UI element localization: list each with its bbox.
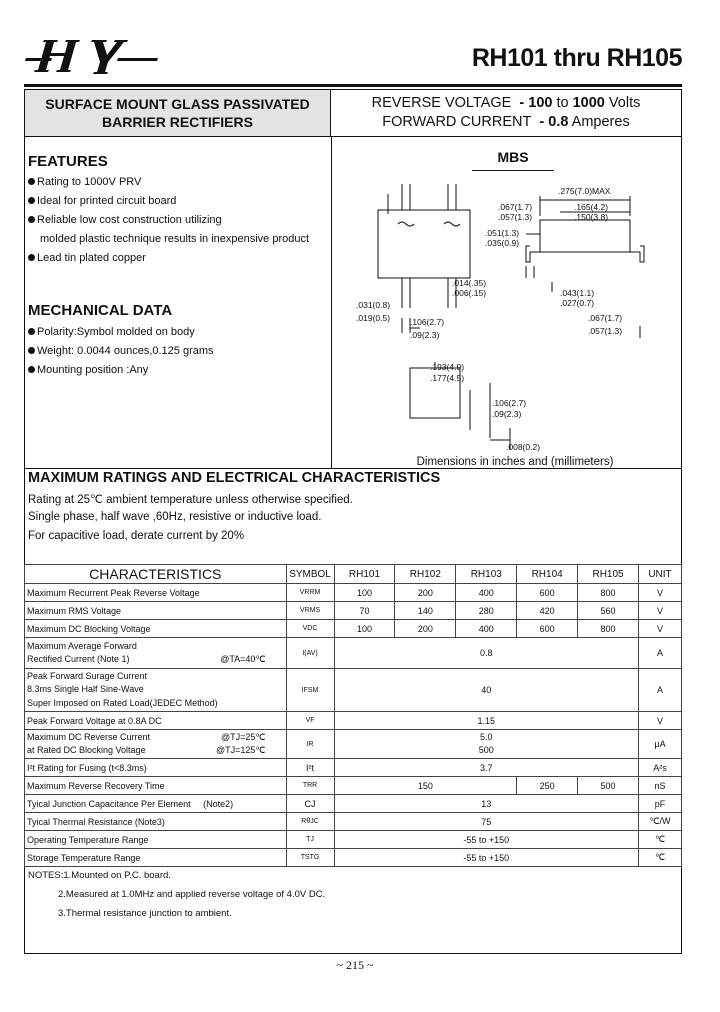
row-symbol: TRR — [286, 777, 334, 795]
package-label: MBS — [497, 149, 529, 165]
row-symbol: TJ — [286, 831, 334, 849]
cell-value: 600 — [517, 584, 578, 602]
ratings-title: MAXIMUM RATINGS AND ELECTRICAL CHARACTERISTICS — [28, 470, 441, 486]
feature-item: Rating to 1000V PRV — [28, 173, 309, 192]
col-characteristics: CHARACTERISTICS — [25, 565, 287, 584]
cell-value: 200 — [395, 584, 456, 602]
svg-text:.165(4.2): .165(4.2) — [574, 202, 609, 212]
cell-value: 420 — [517, 602, 578, 620]
svg-text:.057(1.3): .057(1.3) — [498, 212, 533, 222]
rating-condition: Rating at 25℃ ambient temperature unless otherwise specified. — [28, 494, 353, 506]
col-rh102: RH102 — [395, 565, 456, 584]
reverse-voltage-line — [372, 94, 641, 113]
cell-value: 400 — [456, 620, 517, 638]
rv-value2: 1000 — [572, 95, 605, 111]
row-label: Maximum DC Blocking Voltage — [25, 620, 287, 638]
mechanical-item: Weight: 0.0044 ounces,0.125 grams — [28, 342, 214, 361]
row-symbol: IFSM — [286, 669, 334, 712]
cell-value: 75 — [334, 813, 638, 831]
svg-text:.006(.15): .006(.15) — [452, 288, 487, 298]
table-row — [25, 584, 682, 602]
table-row — [25, 759, 682, 777]
table-row — [25, 620, 682, 638]
bullet-icon — [28, 197, 35, 204]
row-symbol: TSTG — [286, 849, 334, 867]
feature-item: Lead tin plated copper — [28, 249, 309, 268]
table-header-row — [25, 565, 682, 584]
dimensions-note: Dimensions in inches and (millimeters) — [416, 456, 614, 468]
row-label: Maximum Average Forward Rectified Current (Note 1) @TA=40℃ — [25, 638, 287, 669]
svg-text:.067(1.7): .067(1.7) — [498, 202, 533, 212]
note-1: NOTES:1.Mounted on P.C. board. — [28, 870, 171, 881]
cell-value: 560 — [578, 602, 639, 620]
document-title: RH101 thru RH105 — [471, 44, 682, 72]
feature-item-continuation: molded plastic technique results in inexpensive product — [40, 233, 310, 245]
bullet-icon — [28, 254, 35, 261]
characteristics-table — [24, 564, 682, 867]
table-row — [25, 777, 682, 795]
column-divider — [331, 137, 332, 468]
rv-unit: Volts — [608, 95, 641, 111]
row-symbol: CJ — [286, 795, 334, 813]
svg-text:.09(2.3): .09(2.3) — [492, 409, 522, 419]
cell-value: 200 — [395, 620, 456, 638]
row-unit: ℃/W — [638, 813, 681, 831]
row-unit: A²s — [638, 759, 681, 777]
row-label: Maximum Recurrent Peak Reverse Voltage — [25, 584, 287, 602]
cell-value: 280 — [456, 602, 517, 620]
col-rh103: RH103 — [456, 565, 517, 584]
cell-value: 40 — [334, 669, 638, 712]
row-label: Peak Forward Surage Current 8.3ms Single Half Sine-Wave Super Imposed on Rated Load(JEDEC Method) — [25, 669, 287, 712]
cell-value: 250 — [517, 777, 578, 795]
svg-text:.019(0.5): .019(0.5) — [356, 313, 391, 323]
rating-condition: For capacitive load, derate current by 20% — [28, 530, 245, 542]
svg-text:.008(0.2): .008(0.2) — [506, 442, 541, 452]
svg-text:.177(4.5): .177(4.5) — [430, 373, 465, 383]
svg-text:.106(2.7): .106(2.7) — [492, 398, 527, 408]
svg-text:.014(.35): .014(.35) — [452, 278, 487, 288]
row-label: Peak Forward Voltage at 0.8A DC — [25, 712, 287, 730]
cell-value: 800 — [578, 620, 639, 638]
row-symbol: VF — [286, 712, 334, 730]
mechanical-item: Mounting position :Any — [28, 361, 214, 380]
rv-label: REVERSE VOLTAGE — [371, 95, 512, 111]
row-label: I²t Rating for Fusing (t<8.3ms) — [25, 759, 287, 777]
col-unit: UNIT — [638, 565, 681, 584]
row-unit: V — [638, 584, 681, 602]
col-symbol: SYMBOL — [286, 565, 334, 584]
title-rule — [24, 84, 682, 87]
note-3: 3.Thermal resistance junction to ambient. — [58, 908, 232, 919]
row-unit: ℃ — [638, 831, 681, 849]
ratings-summary-box — [331, 89, 682, 137]
bullet-icon — [28, 328, 35, 335]
table-row — [25, 813, 682, 831]
svg-text:.09(2.3): .09(2.3) — [410, 330, 440, 340]
col-rh101: RH101 — [334, 565, 395, 584]
cell-value: 3.7 — [334, 759, 638, 777]
mechanical-item: Polarity:Symbol molded on body — [28, 323, 214, 342]
cell-value: 600 — [517, 620, 578, 638]
row-symbol: VRRM — [286, 584, 334, 602]
table-row — [25, 831, 682, 849]
row-label: Operating Temperature Range — [25, 831, 287, 849]
svg-text:.043(1.1): .043(1.1) — [560, 288, 595, 298]
cell-value: 140 — [395, 602, 456, 620]
package-outline-drawing — [340, 178, 680, 468]
feature-item: Ideal for printed circuit board — [28, 192, 309, 211]
svg-text:.193(4.9): .193(4.9) — [430, 362, 465, 372]
mechanical-title: MECHANICAL DATA — [28, 302, 173, 319]
table-row — [25, 638, 682, 669]
svg-text:.035(0.9): .035(0.9) — [485, 238, 520, 248]
row-symbol: VRMS — [286, 602, 334, 620]
cell-value: 5.0 500 — [334, 730, 638, 759]
rv-value: 100 — [528, 95, 553, 111]
bullet-icon — [28, 178, 35, 185]
section-divider — [24, 468, 682, 469]
row-unit: V — [638, 712, 681, 730]
rating-condition: Single phase, half wave ,60Hz, resistive or inductive load. — [28, 511, 322, 523]
note-2: 2.Measured at 1.0MHz and applied reverse voltage of 4.0V DC. — [58, 889, 326, 900]
row-label: Tyical Junction Capacitance Per Element (Note2) — [25, 795, 287, 813]
row-unit: V — [638, 620, 681, 638]
product-type-line1: SURFACE MOUNT GLASS PASSIVATED — [45, 96, 310, 112]
fc-dash: - — [539, 114, 545, 130]
table-row — [25, 602, 682, 620]
cell-value: 150 — [334, 777, 517, 795]
row-label: Maximum DC Reverse Current @TJ=25℃ at Rated DC Blocking Voltage @TJ=125℃ — [25, 730, 287, 759]
bullet-icon — [28, 347, 35, 354]
svg-text:.275(7.0)MAX: .275(7.0)MAX — [558, 186, 611, 196]
rv-dash: - — [519, 95, 525, 111]
row-label: Tyical Thermal Resistance (Note3) — [25, 813, 287, 831]
svg-text:.150(3.8): .150(3.8) — [574, 212, 609, 222]
features-list — [28, 173, 309, 268]
cell-value: 13 — [334, 795, 638, 813]
table-row — [25, 730, 682, 759]
row-symbol: RθJC — [286, 813, 334, 831]
cell-value: 1.15 — [334, 712, 638, 730]
table-row — [25, 795, 682, 813]
row-unit: ℃ — [638, 849, 681, 867]
fc-label: FORWARD CURRENT — [382, 114, 532, 130]
svg-text:.031(0.8): .031(0.8) — [356, 300, 391, 310]
cell-value: 70 — [334, 602, 395, 620]
row-unit: A — [638, 669, 681, 712]
col-rh104: RH104 — [517, 565, 578, 584]
row-unit: μA — [638, 730, 681, 759]
company-logo — [22, 36, 162, 76]
svg-text:.051(1.3): .051(1.3) — [485, 228, 520, 238]
row-symbol: VDC — [286, 620, 334, 638]
svg-text:.057(1.3): .057(1.3) — [588, 326, 623, 336]
row-unit: nS — [638, 777, 681, 795]
bullet-icon — [28, 366, 35, 373]
row-label: Maximum Reverse Recovery Time — [25, 777, 287, 795]
page-number: ~ 215 ~ — [336, 958, 374, 972]
svg-text:.027(0.7): .027(0.7) — [560, 298, 595, 308]
cell-value: -55 to +150 — [334, 831, 638, 849]
table-row — [25, 712, 682, 730]
svg-text:.067(1.7): .067(1.7) — [588, 313, 623, 323]
row-symbol: I(AV) — [286, 638, 334, 669]
cell-value: -55 to +150 — [334, 849, 638, 867]
package-label-rule — [472, 170, 554, 171]
product-type-line2: BARRIER RECTIFIERS — [102, 114, 253, 130]
row-unit: V — [638, 602, 681, 620]
row-unit: pF — [638, 795, 681, 813]
bullet-icon — [28, 216, 35, 223]
row-label: Storage Temperature Range — [25, 849, 287, 867]
features-title: FEATURES — [28, 153, 108, 170]
feature-item: Reliable low cost construction utilizing — [28, 211, 309, 230]
cell-value: 100 — [334, 584, 395, 602]
cell-value: 800 — [578, 584, 639, 602]
rv-to: to — [556, 95, 569, 111]
row-unit: A — [638, 638, 681, 669]
cell-value: 500 — [578, 777, 639, 795]
table-row — [25, 849, 682, 867]
row-label: Maximum RMS Voltage — [25, 602, 287, 620]
forward-current-line — [382, 113, 629, 132]
product-type-box — [24, 89, 331, 137]
cell-value: 100 — [334, 620, 395, 638]
mechanical-list — [28, 323, 214, 380]
svg-text:.106(2.7): .106(2.7) — [410, 317, 445, 327]
fc-unit: Amperes — [571, 114, 630, 130]
fc-value: 0.8 — [548, 114, 569, 130]
row-symbol: I²t — [286, 759, 334, 777]
row-symbol: IR — [286, 730, 334, 759]
col-rh105: RH105 — [578, 565, 639, 584]
cell-value: 400 — [456, 584, 517, 602]
cell-value: 0.8 — [334, 638, 638, 669]
table-row — [25, 669, 682, 712]
